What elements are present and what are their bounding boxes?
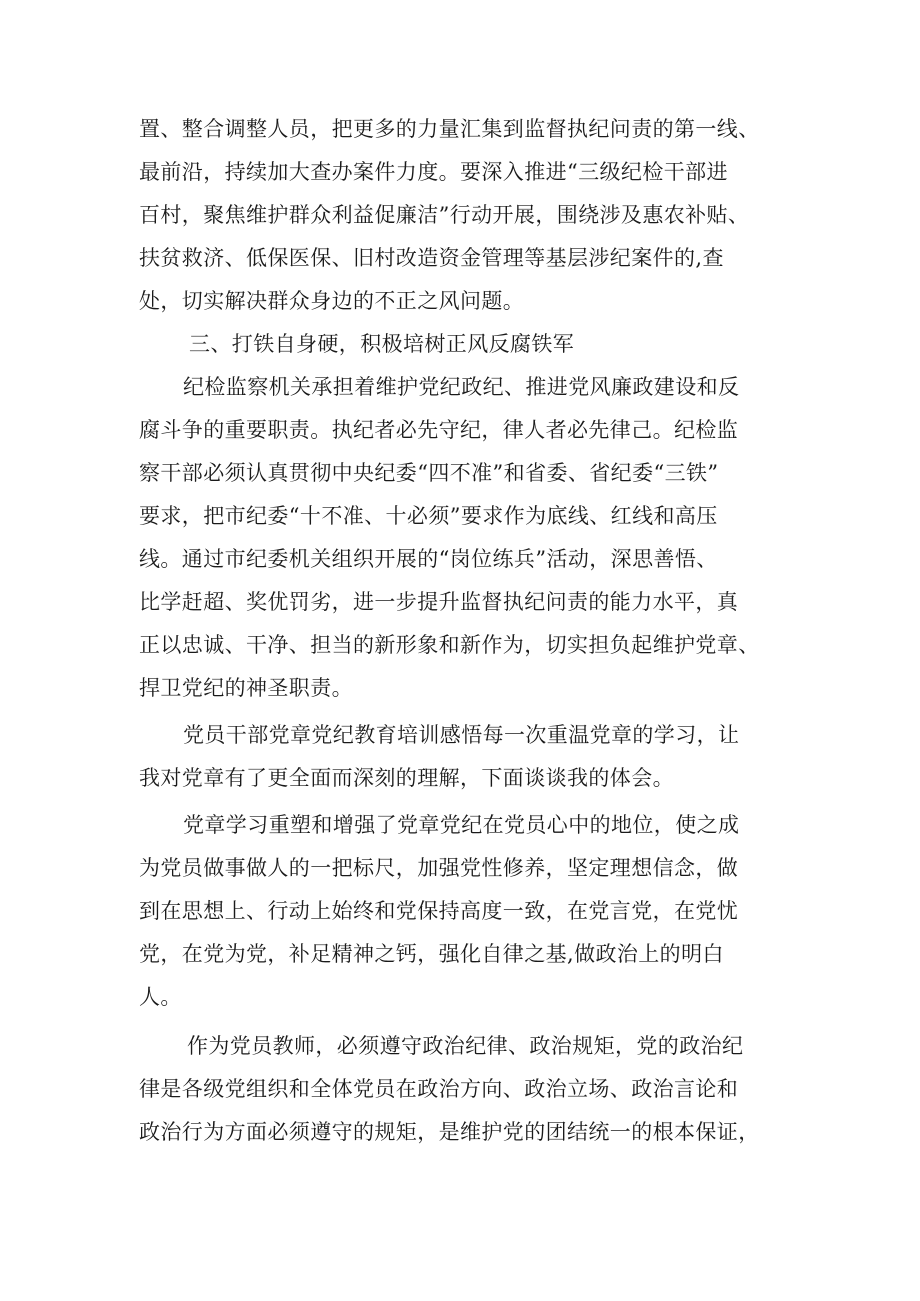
section-heading: 三、打铁自身硬，积极培树正风反腐铁军 [189, 332, 575, 356]
text-line: 党员干部党章党纪教育培训感悟每一次重温党章的学习，让 [183, 723, 740, 747]
text-line: 党章学习重塑和增强了党章党纪在党员心中的地位，使之成 [183, 813, 740, 837]
text-line: 百村，聚焦维护群众利益促廉洁”行动开展，围绕涉及惠农补贴、 [139, 203, 750, 227]
text-line: 人。 [139, 985, 182, 1009]
text-line: 线。通过市纪委机关组织开展的“岗位练兵”活动，深思善悟、 [139, 547, 718, 571]
text-line: 党，在党为党，补足精神之钙，强化自律之基,做政治上的明白 [139, 942, 724, 966]
text-line: 最前沿，持续加大查办案件力度。要深入推进“三级纪检干部进 [139, 160, 728, 184]
text-line: 政治行为方面必须遵守的规矩，是维护党的团结统一的根本保证， [139, 1120, 760, 1144]
text-line: 纪检监察机关承担着维护党纪政纪、推进党风廉政建设和反 [183, 375, 740, 399]
text-line: 到在思想上、行动上始终和党保持高度一致，在党言党，在党忧 [139, 899, 739, 923]
text-line: 捍卫党纪的神圣职责。 [139, 676, 353, 700]
text-line: 比学赶超、奖优罚劣，进一步提升监督执纪问责的能力水平，真 [139, 590, 739, 614]
text-line: 扶贫救济、低保医保、旧村改造资金管理等基层涉纪案件的,查 [139, 246, 724, 270]
text-line: 正以忠诚、干净、担当的新形象和新作为，切实担负起维护党章、 [139, 633, 760, 657]
text-line: 处，切实解决群众身边的不正之风问题。 [139, 289, 525, 313]
text-line: 要求，把市纪委“十不准、十必须”要求作为底线、红线和高压 [139, 504, 718, 528]
text-line: 为党员做事做人的一把标尺，加强党性修养，坚定理想信念，做 [139, 856, 739, 880]
text-line: 作为党员教师，必须遵守政治纪律、政治规矩，党的政治纪 [187, 1034, 744, 1058]
text-line: 腐斗争的重要职责。执纪者必先守纪，律人者必先律己。纪检监 [139, 418, 739, 442]
document-body [139, 108, 799, 1154]
text-line: 我对党章有了更全面而深刻的理解，下面谈谈我的体会。 [139, 766, 674, 790]
text-line: 置、整合调整人员，把更多的力量汇集到监督执纪问责的第一线、 [139, 117, 760, 141]
text-line: 察干部必须认真贯彻中央纪委“四不准”和省委、省纪委“三铁” [139, 461, 719, 485]
text-line: 律是各级党组织和全体党员在政治方向、政治立场、政治言论和 [139, 1077, 739, 1101]
